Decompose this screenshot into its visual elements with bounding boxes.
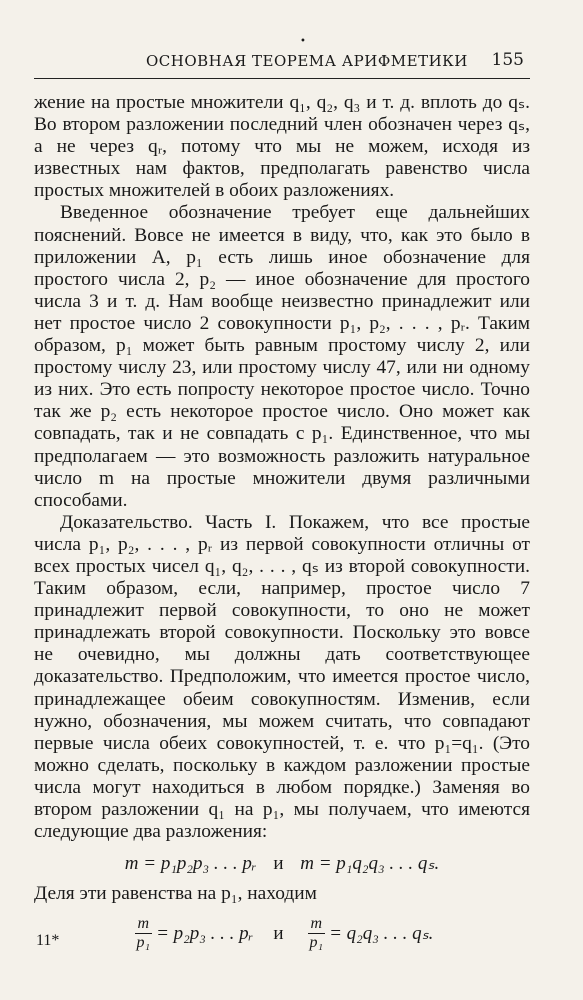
paragraph-2: Введенное обозначение требует еще дальнейших пояснений. Вовсе не имеется в виду, что, как это было в приложении А, p₁ есть лишь иное обозначение для простого числа 2, p₂ — иное обозначение для простого числа 3 и т. д. Нам вообще неизвестно принадлежит или нет простое число 2 совокупности p₁, p₂, . . . , pᵣ. Таким образом, p₁ может быть равным простому числу 2, или простому числу 23, или простому числу 47, или ни одному из них. Это есть попросту некоторое простое число. Точно так же p₂ есть некоторое простое число. Оно может как совпадать, так и не совпадать с p₁. Единственное, что мы предполагаем — это возможность разложить натуральное число m на простые множители двумя различными способами. [34,202,530,511]
formula-conjunction: и [273,853,284,875]
paragraph-1: жение на простые множители q₁, q₂, q₃ и т. д. вплоть до qₛ. Во втором разложении последний член обозначен через qₛ, а не через qᵣ, потому что мы не можем, исходя из известных нам фактов, предполагать равенство числа простых множителей в обоих разложениях. [34,92,530,202]
fraction-1 [135,915,153,952]
formula-division-conjunction: и [273,922,284,944]
formula-division-rhs-1: = p₂p₃ . . . pᵣ [156,922,254,944]
fraction-2 [308,915,326,952]
running-title: ОСНОВНАЯ ТЕОРЕМА АРИФМЕТИКИ [146,52,468,70]
header-dot: • [300,36,306,47]
page-number: 155 [491,50,524,70]
fraction-1-denominator: p₁ [136,934,151,952]
running-header [34,50,530,79]
paragraph-3: Доказательство. Часть I. Покажем, что все простые числа p₁, p₂, . . . , pᵣ из первой совокупности отличны от всех простых чисел q₁, q₂, . . . , qₛ из второй совокупности. Таким образом, если, например, простое число 7 принадлежит первой совокупности, то оно не может принадлежать второй совокупности. Поскольку это вовсе не очевидно, мы должны дать соответствующее доказательство. Предположим, что имеется простое число, принадлежащее обеим совокупностям. Изменив, если нужно, обозначения, мы можем считать, что совпадают первые числа обеих совокупностей, т. е. что p₁=q₁. (Это можно сделать, поскольку в каждом разложении простые числа могут находиться в любом порядке.) Заменяя во втором разложении q₁ на p₁, мы получаем, что имеются следующие два разложения: [34,511,530,843]
fraction-2-denominator: p₁ [309,934,324,952]
formula-division-rhs-2: = q₂q₃ . . . qₛ. [329,922,434,944]
formula-decompositions [34,853,530,875]
formula-division [34,915,530,952]
main-text [34,92,530,952]
paragraph-between: Деля эти равенства на p₁, находим [34,883,317,905]
fraction-1-numerator: m [135,915,153,934]
formula-left: m = p₁p₂p₃ . . . pᵣ [124,853,257,875]
fraction-2-numerator: m [308,915,326,934]
signature-mark: 11* [36,932,60,949]
formula-right: m = p₁q₂q₃ . . . qₛ. [300,853,440,875]
